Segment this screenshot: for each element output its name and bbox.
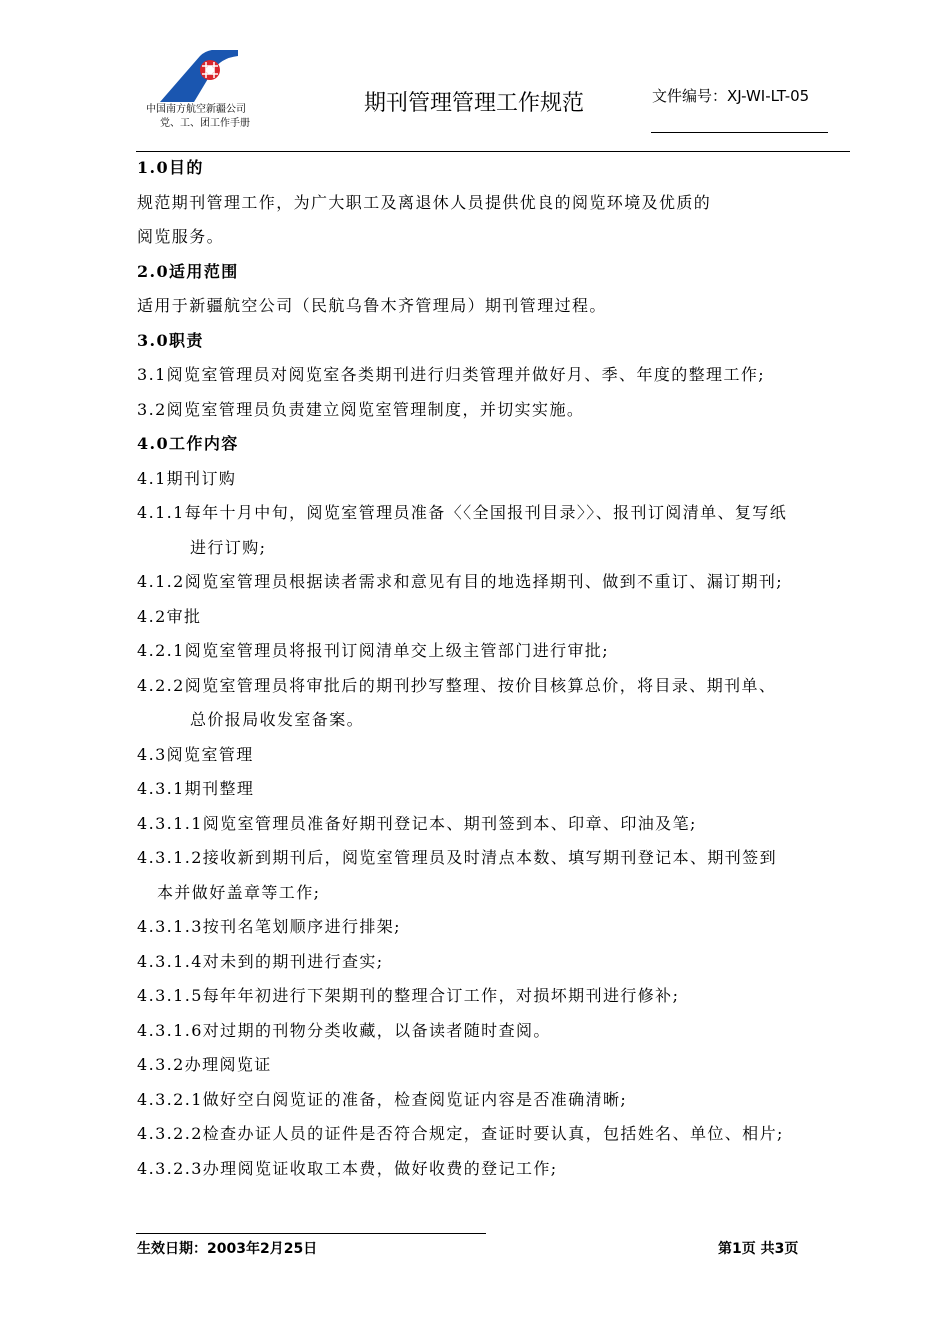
body-line: 总价报局收发室备案。 bbox=[190, 710, 365, 729]
body-line: 4.2审批 bbox=[137, 606, 202, 626]
body-line: 进行订购; bbox=[190, 537, 267, 557]
body-line: 4.3.1.2接收新到期刊后，阅览室管理员及时清点本数、填写期刊登记本、期刊签到 bbox=[137, 848, 777, 867]
body-line: 4.1.2阅览室管理员根据读者需求和意见有目的地选择期刊、做到不重订、漏订期刊; bbox=[137, 572, 784, 591]
footer-divider bbox=[136, 1233, 486, 1234]
section-heading: 1.0目的 bbox=[137, 158, 204, 177]
document-title: 期刊管理管理工作规范 bbox=[364, 91, 585, 116]
document-number-underline bbox=[651, 132, 828, 133]
body-line: 本并做好盖章等工作; bbox=[157, 882, 321, 902]
document-number: 文件编号：XJ-WI-LT-05 bbox=[652, 87, 810, 105]
body-line: 适用于新疆航空公司（民航乌鲁木齐管理局）期刊管理过程。 bbox=[137, 296, 607, 315]
body-line: 4.3.1期刊整理 bbox=[137, 779, 255, 798]
body-line: 4.1期刊订购 bbox=[137, 468, 237, 488]
company-name-line2: 党、工、团工作手册 bbox=[160, 118, 250, 129]
body-line: 阅览服务。 bbox=[137, 227, 225, 246]
body-line: 3.2阅览室管理员负责建立阅览室管理制度，并切实实施。 bbox=[137, 399, 585, 419]
company-name bbox=[146, 103, 276, 131]
body-line: 4.3.2.2检查办证人员的证件是否符合规定，查证时要认真，包括姓名、单位、相片; bbox=[137, 1124, 784, 1143]
body-line: 4.2.1阅览室管理员将报刊订阅清单交上级主管部门进行审批; bbox=[137, 641, 610, 660]
body-line: 规范期刊管理工作，为广大职工及离退休人员提供优良的阅览环境及优质的 bbox=[137, 192, 712, 212]
section-heading: 4.0工作内容 bbox=[137, 434, 239, 453]
body-line: 4.3.2办理阅览证 bbox=[137, 1055, 272, 1074]
effective-date: 生效日期：2003年2月25日 bbox=[137, 1241, 318, 1257]
body-line: 4.3.1.1阅览室管理员准备好期刊登记本、期刊签到本、印章、印油及笔; bbox=[137, 813, 697, 833]
body-line: 4.3.2.1做好空白阅览证的准备，检查阅览证内容是否准确清晰; bbox=[137, 1089, 628, 1109]
company-name-line1: 中国南方航空新疆公司 bbox=[146, 104, 246, 115]
body-line: 4.2.2阅览室管理员将审批后的期刊抄写整理、按价目核算总价，将目录、期刊单、 bbox=[137, 675, 777, 695]
body-line: 3.1阅览室管理员对阅览室各类期刊进行归类管理并做好月、季、年度的整理工作; bbox=[137, 365, 766, 384]
section-heading: 2.0适用范围 bbox=[137, 261, 239, 281]
body-line: 4.3.1.5每年年初进行下架期刊的整理合订工作，对损坏期刊进行修补; bbox=[137, 986, 680, 1005]
body-line: 4.3.2.3办理阅览证收取工本费，做好收费的登记工作; bbox=[137, 1158, 558, 1178]
header-divider bbox=[136, 151, 850, 152]
body-line: 4.1.1每年十月中旬，阅览室管理员准备〈〈全国报刊目录〉〉、报刊订阅清单、复写纸 bbox=[137, 503, 788, 522]
logo-tail-shape bbox=[160, 50, 238, 102]
company-logo bbox=[160, 50, 238, 102]
body-line: 4.3.1.6对过期的刊物分类收藏，以备读者随时查阅。 bbox=[137, 1020, 551, 1040]
body-line: 4.3.1.4对未到的期刊进行查实; bbox=[137, 951, 384, 971]
document-body bbox=[137, 156, 857, 1191]
page-number: 第1页 共3页 bbox=[718, 1241, 799, 1257]
body-line: 4.3阅览室管理 bbox=[137, 744, 254, 764]
section-heading: 3.0职责 bbox=[137, 330, 204, 350]
body-line: 4.3.1.3按刊名笔划顺序进行排架; bbox=[137, 917, 401, 936]
